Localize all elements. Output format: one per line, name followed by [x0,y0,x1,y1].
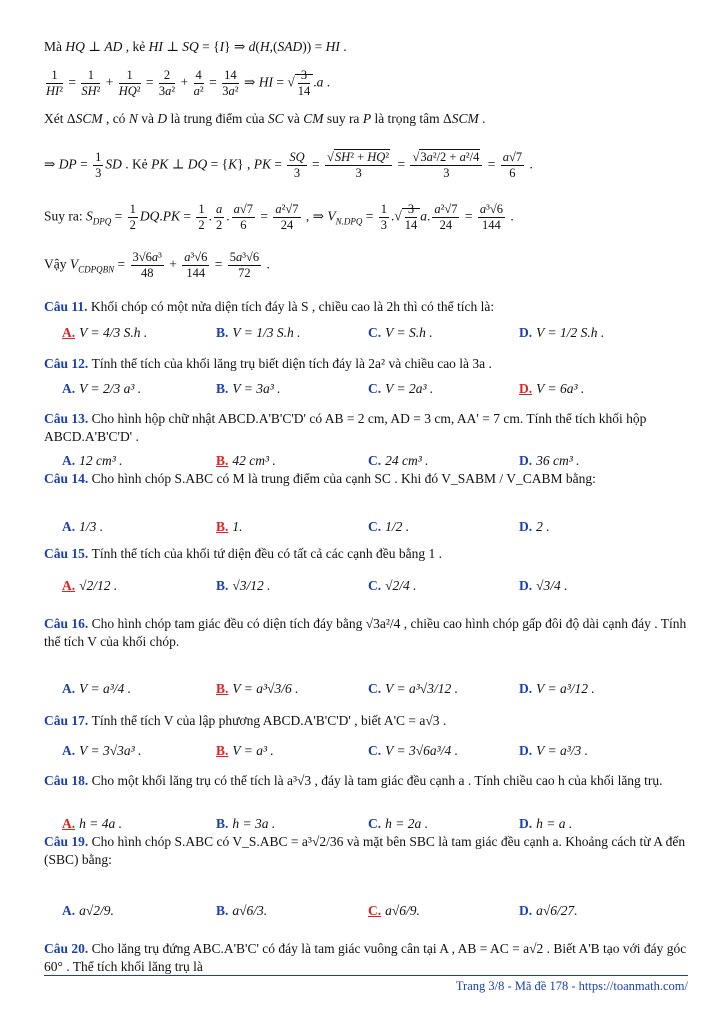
option-label: A. [62,381,76,396]
option-value: a√2/9. [79,903,114,918]
option-b[interactable] [216,680,298,698]
option-value: V = 3√6a³/4 . [385,743,458,758]
option-c[interactable] [368,518,409,536]
question-number: Câu 20. [44,941,92,956]
option-d[interactable] [519,742,588,760]
option-label: A. [62,816,76,831]
question-number: Câu 19. [44,834,92,849]
option-label: A. [62,578,76,593]
option-value: V = 4/3 S.h . [79,325,148,340]
option-value: V = 2a³ . [385,381,434,396]
footer-text: Trang 3/8 - Mã đề 178 - https://toanmath.com/ [455,979,688,993]
option-label: A. [62,903,76,918]
option-value: 2 . [536,519,550,534]
option-value: 1. [232,519,243,534]
question-number: Câu 15. [44,546,92,561]
option-c[interactable] [368,902,420,920]
option-label: D. [519,903,533,918]
question-text: Tính thể tích của khối tứ diện đều có tất cả các cạnh đều bằng 1 . [91,546,442,561]
option-label: C. [368,903,382,918]
option-c[interactable] [368,577,417,595]
option-value: V = 2/3 a³ . [79,381,142,396]
option-c[interactable] [368,324,433,342]
option-a[interactable] [62,380,141,398]
option-value: V = 1/3 S.h . [232,325,301,340]
option-value: V = a³ . [232,743,274,758]
question-number: Câu 17. [44,713,92,728]
option-value: a√6/9. [385,903,420,918]
option-label: A. [62,325,76,340]
option-value: a√6/3. [232,903,268,918]
option-a[interactable] [62,815,122,833]
option-value: V = 1/2 S.h . [536,325,605,340]
option-d[interactable] [519,518,550,536]
option-a[interactable] [62,577,117,595]
option-label: D. [519,325,533,340]
option-label: B. [216,903,229,918]
option-value: 42 cm³ . [232,453,276,468]
option-label: B. [216,681,229,696]
option-c[interactable] [368,380,433,398]
question-text: Khối chóp có một nửa diện tích đáy là S , chiều cao là 2h thì có thể tích là: [90,299,495,314]
option-value: h = 4a . [79,816,122,831]
solution-line-1: Mà HQ ⊥ AD , kẻ HI ⊥ SQ = {I} ⇒ d(H,(SAD)) = HI . [44,39,347,54]
option-label: D. [519,743,533,758]
option-label: C. [368,381,382,396]
option-label: C. [368,519,382,534]
option-label: A. [62,453,76,468]
option-label: B. [216,325,229,340]
option-a[interactable] [62,452,123,470]
question-number: Câu 14. [44,471,92,486]
option-label: C. [368,325,382,340]
option-b[interactable] [216,577,271,595]
question-17 [44,712,688,730]
question-text: Cho một khối lăng trụ có thể tích là a³√3 , đáy là tam giác đều cạnh a . Tính chiều cao h của khối lăng trụ. [91,773,663,788]
option-value: 36 cm³ . [536,453,580,468]
option-value: V = a³/12 . [536,681,595,696]
question-19 [44,833,688,869]
option-d[interactable] [519,577,568,595]
option-b[interactable] [216,380,281,398]
option-label: D. [519,816,533,831]
solution-line-2: $\frac{1}{\text{HI²}}$ = $\frac{1}{\text{SH²}}$ + $\frac{1}{\text{HQ²}}$ = $\frac{2}{\text{3a²}}$ + $\frac{4}{\text{a²}}$ = $\frac{14}{\text{3a²}}$ ⇒ HI = √ $\frac{3}{14}$ .a . [46,68,331,98]
question-15 [44,545,688,563]
option-b[interactable] [216,518,243,536]
question-text: Cho hình chóp S.ABC có V_S.ABC = a³√2/36 và mặt bên SBC là tam giác đều cạnh a. Khoảng cách từ A đến (SBC) bằng: [44,834,686,867]
option-b[interactable] [216,742,274,760]
option-d[interactable] [519,452,580,470]
question-number: Câu 18. [44,773,92,788]
question-20 [44,940,688,976]
option-c[interactable] [368,680,458,698]
option-value: √2/4 . [385,578,417,593]
option-value: 12 cm³ . [79,453,123,468]
option-label: D. [519,681,533,696]
option-b[interactable] [216,902,267,920]
option-c[interactable] [368,452,429,470]
option-c[interactable] [368,742,458,760]
question-number: Câu 12. [44,356,92,371]
question-text: Cho hình chóp S.ABC có M là trung điểm của cạnh SC . Khi đó V_SABM / V_CABM bằng: [91,471,596,486]
option-label: A. [62,519,76,534]
question-11 [44,298,688,316]
option-label: C. [368,816,382,831]
option-label: D. [519,453,533,468]
option-value: 1/3 . [79,519,104,534]
option-a[interactable] [62,902,114,920]
question-text: Tính thể tích của khối lăng trụ biết diện tích đáy là 2a² và chiều cao là 3a . [91,356,492,371]
option-label: D. [519,519,533,534]
option-label: A. [62,743,76,758]
option-value: V = 3a³ . [232,381,281,396]
option-label: C. [368,743,382,758]
option-label: B. [216,381,229,396]
question-13 [44,410,688,446]
question-text: Cho hình chóp tam giác đều có diện tích đáy bằng √3a²/4 , chiều cao hình chóp gấp đôi độ dài cạnh đáy . Tính thể tích V của khối chóp. [44,616,687,649]
option-value: V = a³√3/6 . [232,681,299,696]
option-b[interactable] [216,452,276,470]
question-number: Câu 13. [44,411,92,426]
option-d[interactable] [519,324,604,342]
option-label: B. [216,816,229,831]
option-b[interactable] [216,815,275,833]
option-label: D. [519,381,533,396]
option-d[interactable] [519,815,572,833]
question-text: Cho hình hộp chữ nhật ABCD.A'B'C'D' có AB = 2 cm, AD = 3 cm, AA' = 7 cm. Tính thể tích khối hộp ABCD.A'B'C'D' . [44,411,647,444]
solution-line-3: Xét ΔSCM , có N và D là trung điểm của SC và CM suy ra P là trọng tâm ΔSCM . [44,111,486,126]
option-value: 1/2 . [385,519,410,534]
question-number: Câu 16. [44,616,92,631]
option-label: D. [519,578,533,593]
option-value: V = a³/4 . [79,681,132,696]
option-d[interactable] [519,680,595,698]
option-value: √3/12 . [232,578,271,593]
option-c[interactable] [368,815,428,833]
option-label: C. [368,578,382,593]
option-d[interactable] [519,902,578,920]
solution-line-6: Vậy $V_{CDPQBN}$ = $\frac{\text{3√6a³}}{48}$ + $\frac{\text{a³√6}}{144}$ = $\frac{\text{5a³√6}}{72}$ . [44,250,270,280]
option-value: a√6/27. [536,903,578,918]
solution-line-4: ⇒ DP = $\frac{1}{3}$ SD . Kẻ PK ⊥ DQ = {K} , PK = $\frac{SQ}{3}$ = $\frac{\text{√SH² + HQ²}}{3}$ = $\frac{\text{√3a²/2 + a²/4}}{3}$ = $\frac{a√7}{6}$ . [44,150,533,180]
option-value: V = a³/3 . [536,743,589,758]
option-label: C. [368,453,382,468]
option-value: 24 cm³ . [385,453,429,468]
option-value: √3/4 . [536,578,568,593]
option-value: h = 2a . [385,816,428,831]
option-label: A. [62,681,76,696]
option-label: B. [216,453,229,468]
option-value: h = a . [536,816,573,831]
option-a[interactable] [62,742,141,760]
option-a[interactable] [62,518,103,536]
option-a[interactable] [62,324,147,342]
option-d[interactable] [519,380,584,398]
option-value: √2/12 . [79,578,118,593]
option-value: V = 6a³ . [536,381,585,396]
solution-line-5: Suy ra: $S_{DPQ}$ = $\frac{1}{2}$ DQ.PK = $\frac{1}{2}$ . $\frac{a}{2}$ . $\frac{a√7}{6}$ = $\frac{\text{a²√7}}{24}$ , ⇒ $V_{N.DPQ}$ = $\frac{1}{3}$ .√ $\frac{3}{14}$ a. $\frac{\text{a²√7}}{24}$ = $\frac{\text{a³√6}}{144}$ . [44,202,514,232]
question-18 [44,772,688,790]
option-label: B. [216,743,229,758]
option-value: V = 3√3a³ . [79,743,142,758]
question-text: Tính thể tích V của lập phương ABCD.A'B'C'D' , biết A'C = a√3 . [91,713,447,728]
question-text: Cho lăng trụ đứng ABC.A'B'C' có đáy là tam giác vuông cân tại A , AB = AC = a√2 . Biết A'B tạo với đáy góc 60° . Thể tích khối lăng trụ là [44,941,687,974]
option-label: B. [216,578,229,593]
question-12 [44,355,688,373]
option-label: B. [216,519,229,534]
question-number: Câu 11. [44,299,91,314]
option-value: h = 3a . [232,816,276,831]
option-value: V = S.h . [385,325,433,340]
option-label: C. [368,681,382,696]
option-a[interactable] [62,680,131,698]
question-14 [44,470,688,488]
option-value: V = a³√3/12 . [385,681,458,696]
option-b[interactable] [216,324,301,342]
question-16 [44,615,688,651]
